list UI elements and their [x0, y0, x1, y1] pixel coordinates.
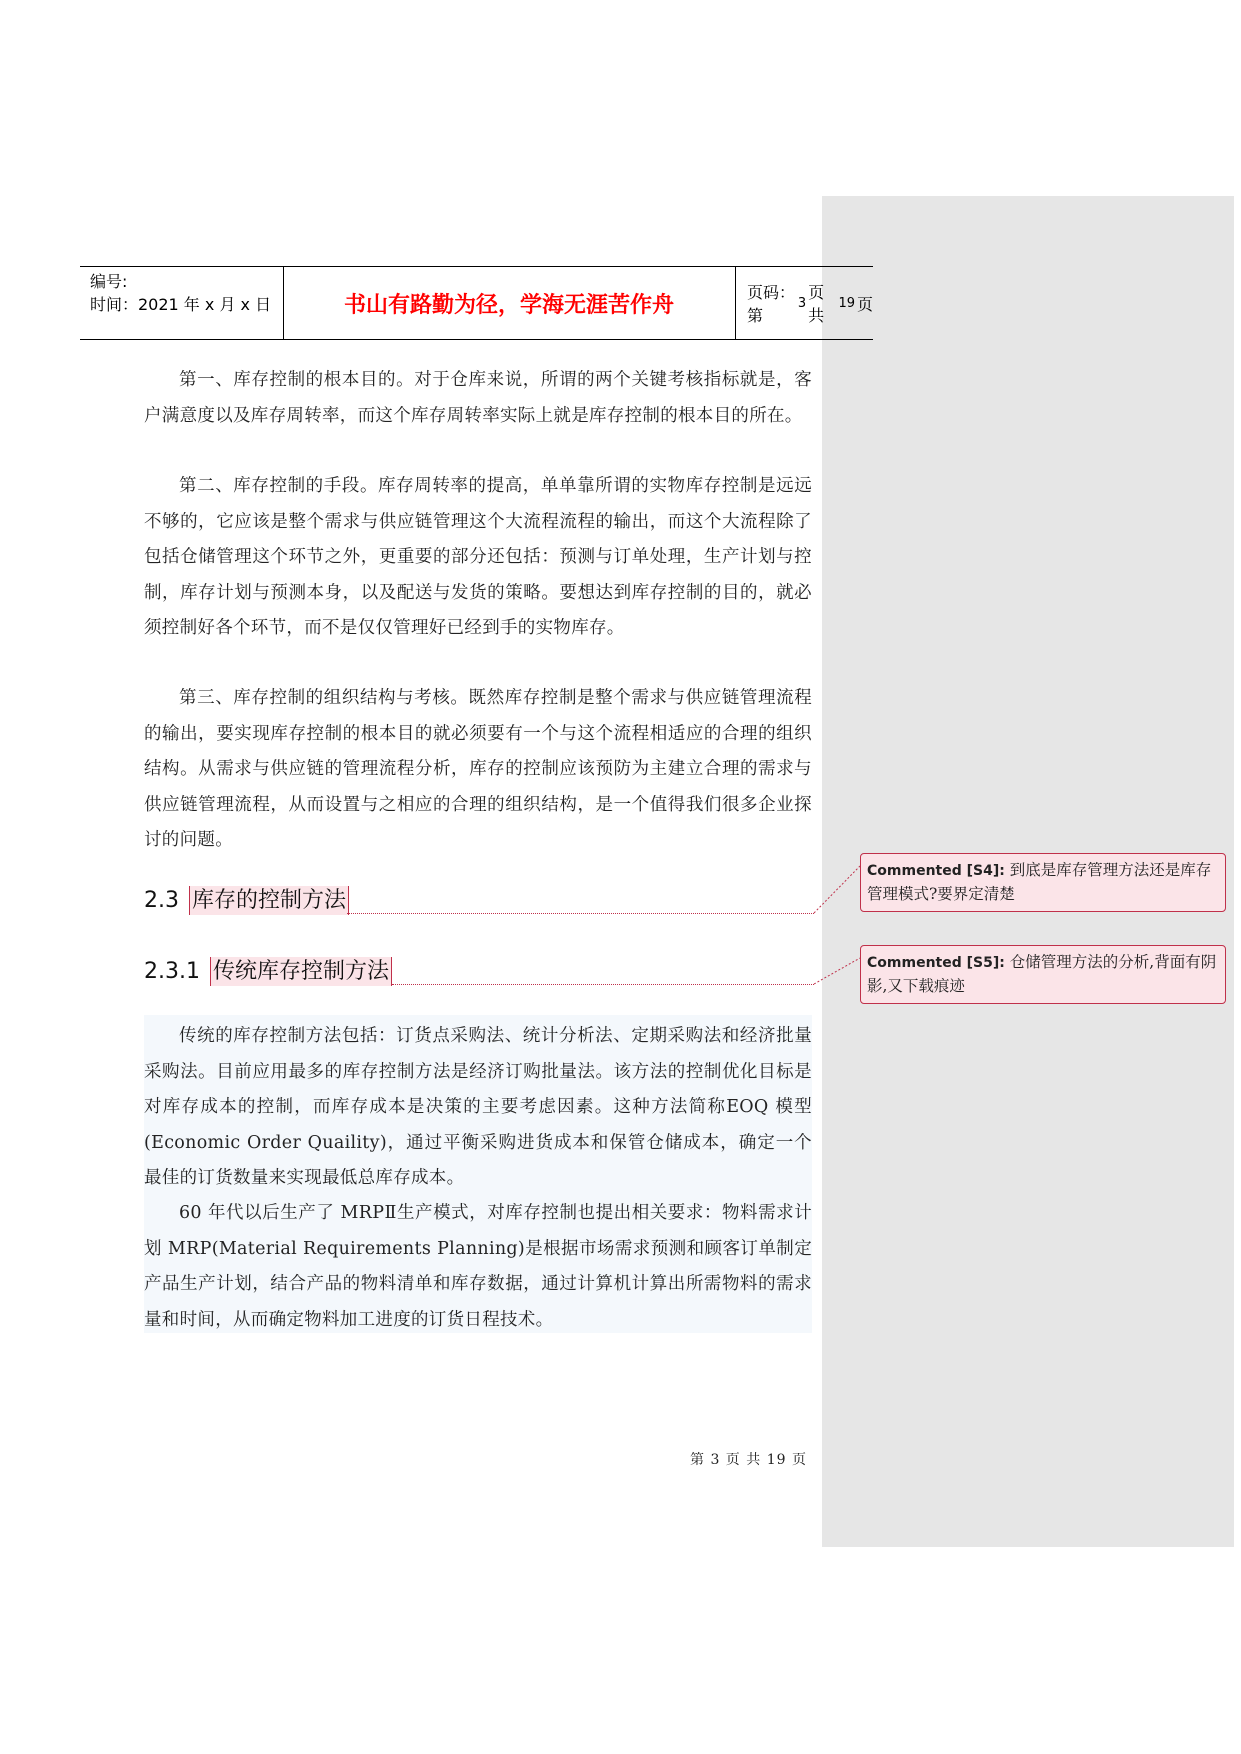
comment-text: 到底是库存管理方法还是库存管理模式?要界定清楚 — [867, 861, 1212, 903]
commented-text-s4[interactable]: 库存的控制方法 — [189, 886, 349, 915]
comment-author: Commented [S4]: — [867, 863, 1005, 879]
paragraph-5: 60 年代以后生产了 MRPⅡ生产模式，对库存控制也提出相关要求：物料需求计划 MRP(Material Requirements Planning)是根据市场需求预测和顾客订单制定产品生产计划，结合产品的物料清单和库存数据，通过计算机计算出所需物料的需求量和时间，从而确定物料加工进度的订货日程技术。 — [144, 1203, 812, 1330]
comment-author: Commented [S5]: — [867, 955, 1005, 971]
header-motto: 书山有路勤为径，学海无涯苦作舟 — [343, 292, 674, 318]
paragraph-4: 传统的库存控制方法包括：订货点采购法、统计分析法、定期采购法和经济批量采购法。目前应用最多的库存控制方法是经济订购批量法。该方法的控制优化目标是对库存成本的控制，而库存成本是决策的主要考虑因素。这种方法简称EOQ 模型(Economic Order Quaility)，通过平衡采购进货成本和保管仓储成本，确定一个最佳的订货数量来实现最低总库存成本。 — [144, 1026, 812, 1188]
page-current: 3 — [797, 295, 807, 311]
paragraph-2: 第二、库存控制的手段。库存周转率的提高，单单靠所谓的实物库存控制是远远不够的，它应该是整个需求与供应链管理这个大流程流程的输出，而这个大流程除了包括仓储管理这个环节之外，更重要的部分还包括：预测与订单处理，生产计划与控制，库存计划与预测本身，以及配送与发货的策略。要想达到库存控制的目的，就必须控制好各个环节，而不是仅仅管理好已经到手的实物库存。 — [144, 476, 812, 638]
header-number-label: 编号: — [90, 272, 128, 291]
comment-text: 仓储管理方法的分析,背面有阴影,又下载痕迹 — [867, 953, 1217, 995]
header-time-label: 时间：2021 年 x 月 x 日 — [90, 295, 272, 314]
heading-number: 2.3 — [144, 888, 179, 913]
heading-number: 2.3.1 — [144, 959, 200, 984]
page-label: 页码：第 — [747, 283, 796, 325]
commented-text-s5[interactable]: 传统库存控制方法 — [210, 957, 392, 986]
paragraph-3: 第三、库存控制的组织结构与考核。既然库存控制是整个需求与供应链管理流程的输出，要实现库存控制的根本目的就必须要有一个与这个流程相适应的合理的组织结构。从需求与供应链的管理流程分析，库存的控制应该预防为主建立合理的需求与供应链管理流程，从而设置与之相应的合理的组织结构，是一个值得我们很多企业探讨的问题。 — [144, 688, 812, 850]
page-mid: 页 共 — [808, 283, 825, 325]
comment-balloon-s4[interactable] — [860, 853, 1226, 912]
comment-balloon-s5[interactable] — [860, 945, 1226, 1004]
page-end: 页 — [856, 294, 873, 314]
page-footer: 第 3 页 共 19 页 — [690, 1452, 807, 1468]
paragraph-1: 第一、库存控制的根本目的。对于仓库来说，所谓的两个关键考核指标就是，客户满意度以及库存周转率，而这个库存周转率实际上就是库存控制的根本目的所在。 — [144, 370, 812, 426]
page-total: 19 — [838, 295, 855, 311]
